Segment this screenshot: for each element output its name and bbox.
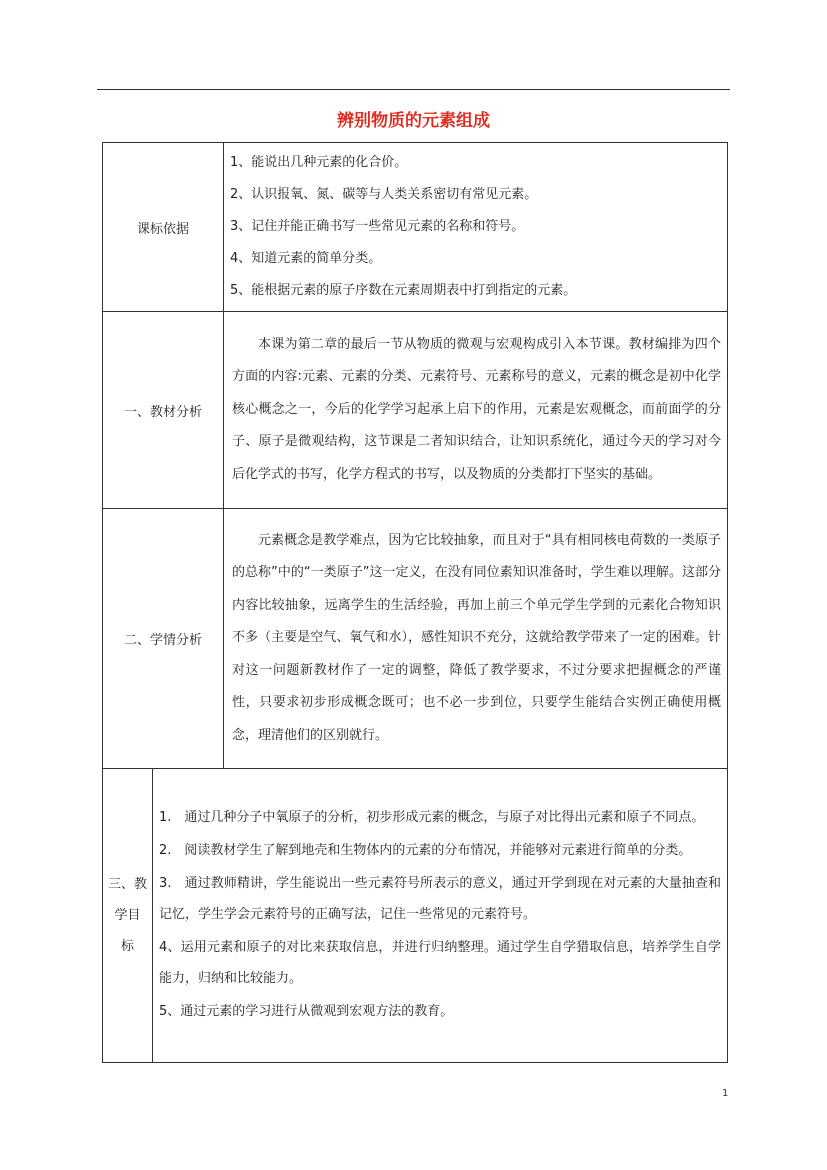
- lesson-plan-table: [102, 142, 728, 1063]
- basis-item: 1、能说出几种元素的化合价。: [230, 155, 408, 170]
- header-rule: [97, 89, 730, 90]
- basis-item: 5、能根据元素的原子序数在元素周期表中打到指定的元素。: [230, 283, 577, 298]
- students-text: 元素概念是教学难点，因为它比较抽象，而且对于“具有相同核电荷数的一类原子的总称”中的“一类原子”这一定义，在没有同位素知识准备时，学生难以理解。这部分内容比较抽象，远离学生的生活经验，再加上前三个单元学生学到的元素化合物知识不多（主要是空气、氧气和水），感性知识不充分，这就给教学带来了一定的困难。针对这一问题新教材作了一定的调整，降低了教学要求，不过分要求把握概念的严谨性，只要求初步形成概念既可；也不必一步到位，只要学生能结合实例正确使用概念，理清他们的区别就行。: [232, 532, 722, 743]
- row-material: [103, 312, 728, 509]
- label-basis: 课标依据: [103, 143, 224, 312]
- row-goals: [103, 769, 728, 1063]
- label-goals-line: 学目: [114, 908, 141, 923]
- goal-item: 3. 通过教师精讲，学生能说出一些元素符号所表示的意义，通过开学到现在对元素的大量抽查和记忆，学生学会元素符号的正确写法，记住一些常见的元素符号。: [159, 876, 722, 922]
- basis-content: [224, 143, 728, 312]
- document-title: 辨别物质的元素组成: [337, 111, 490, 131]
- basis-item: 3、记住并能正确书写一些常见元素的名称和符号。: [230, 219, 525, 234]
- label-goals: [103, 769, 153, 1063]
- material-text: 本课为第二章的最后一节从物质的微观与宏观构成引入本节课。教材编排为四个方面的内容:元素、元素的分类、元素符号、元素称号的意义，元素的概念是初中化学核心概念之一，今后的化学学习起承上启下的作用，元素是宏观概念，而前面学的分子、原子是微观结构，这节课是二者知识结合，让知识系统化，通过今天的学习对今后化学式的书写，化学方程式的书写，以及物质的分类都打下坚实的基础。: [232, 336, 722, 482]
- row-basis: [103, 143, 728, 312]
- label-goals-line: 三、教: [107, 877, 147, 892]
- row-students: [103, 509, 728, 769]
- label-students: 二、学情分析: [103, 509, 224, 769]
- goal-item: 4、运用元素和原子的对比来获取信息，并进行归纳整理。通过学生自学猎取信息，培养学生自学能力，归纳和比较能力。: [159, 940, 722, 986]
- material-content: [224, 312, 728, 509]
- label-goals-line: 标: [120, 939, 134, 954]
- basis-item: 4、知道元素的简单分类。: [230, 251, 382, 266]
- goals-content: [153, 769, 728, 1063]
- basis-item: 2、认识报氧、氮、碳等与人类关系密切有常见元素。: [230, 187, 538, 202]
- goal-item: 5、通过元素的学习进行从微观到宏观方法的教育。: [159, 1004, 454, 1019]
- label-material: 一、教材分析: [103, 312, 224, 509]
- page-number: 1: [722, 1088, 729, 1099]
- students-content: [224, 509, 728, 769]
- goal-item: 1. 通过几种分子中氧原子的分析，初步形成元素的概念，与原子对比得出元素和原子不同点。: [159, 810, 705, 825]
- goal-item: 2. 阅读教材学生了解到地壳和生物体内的元素的分布情况，并能够对元素进行简单的分类。: [159, 843, 692, 858]
